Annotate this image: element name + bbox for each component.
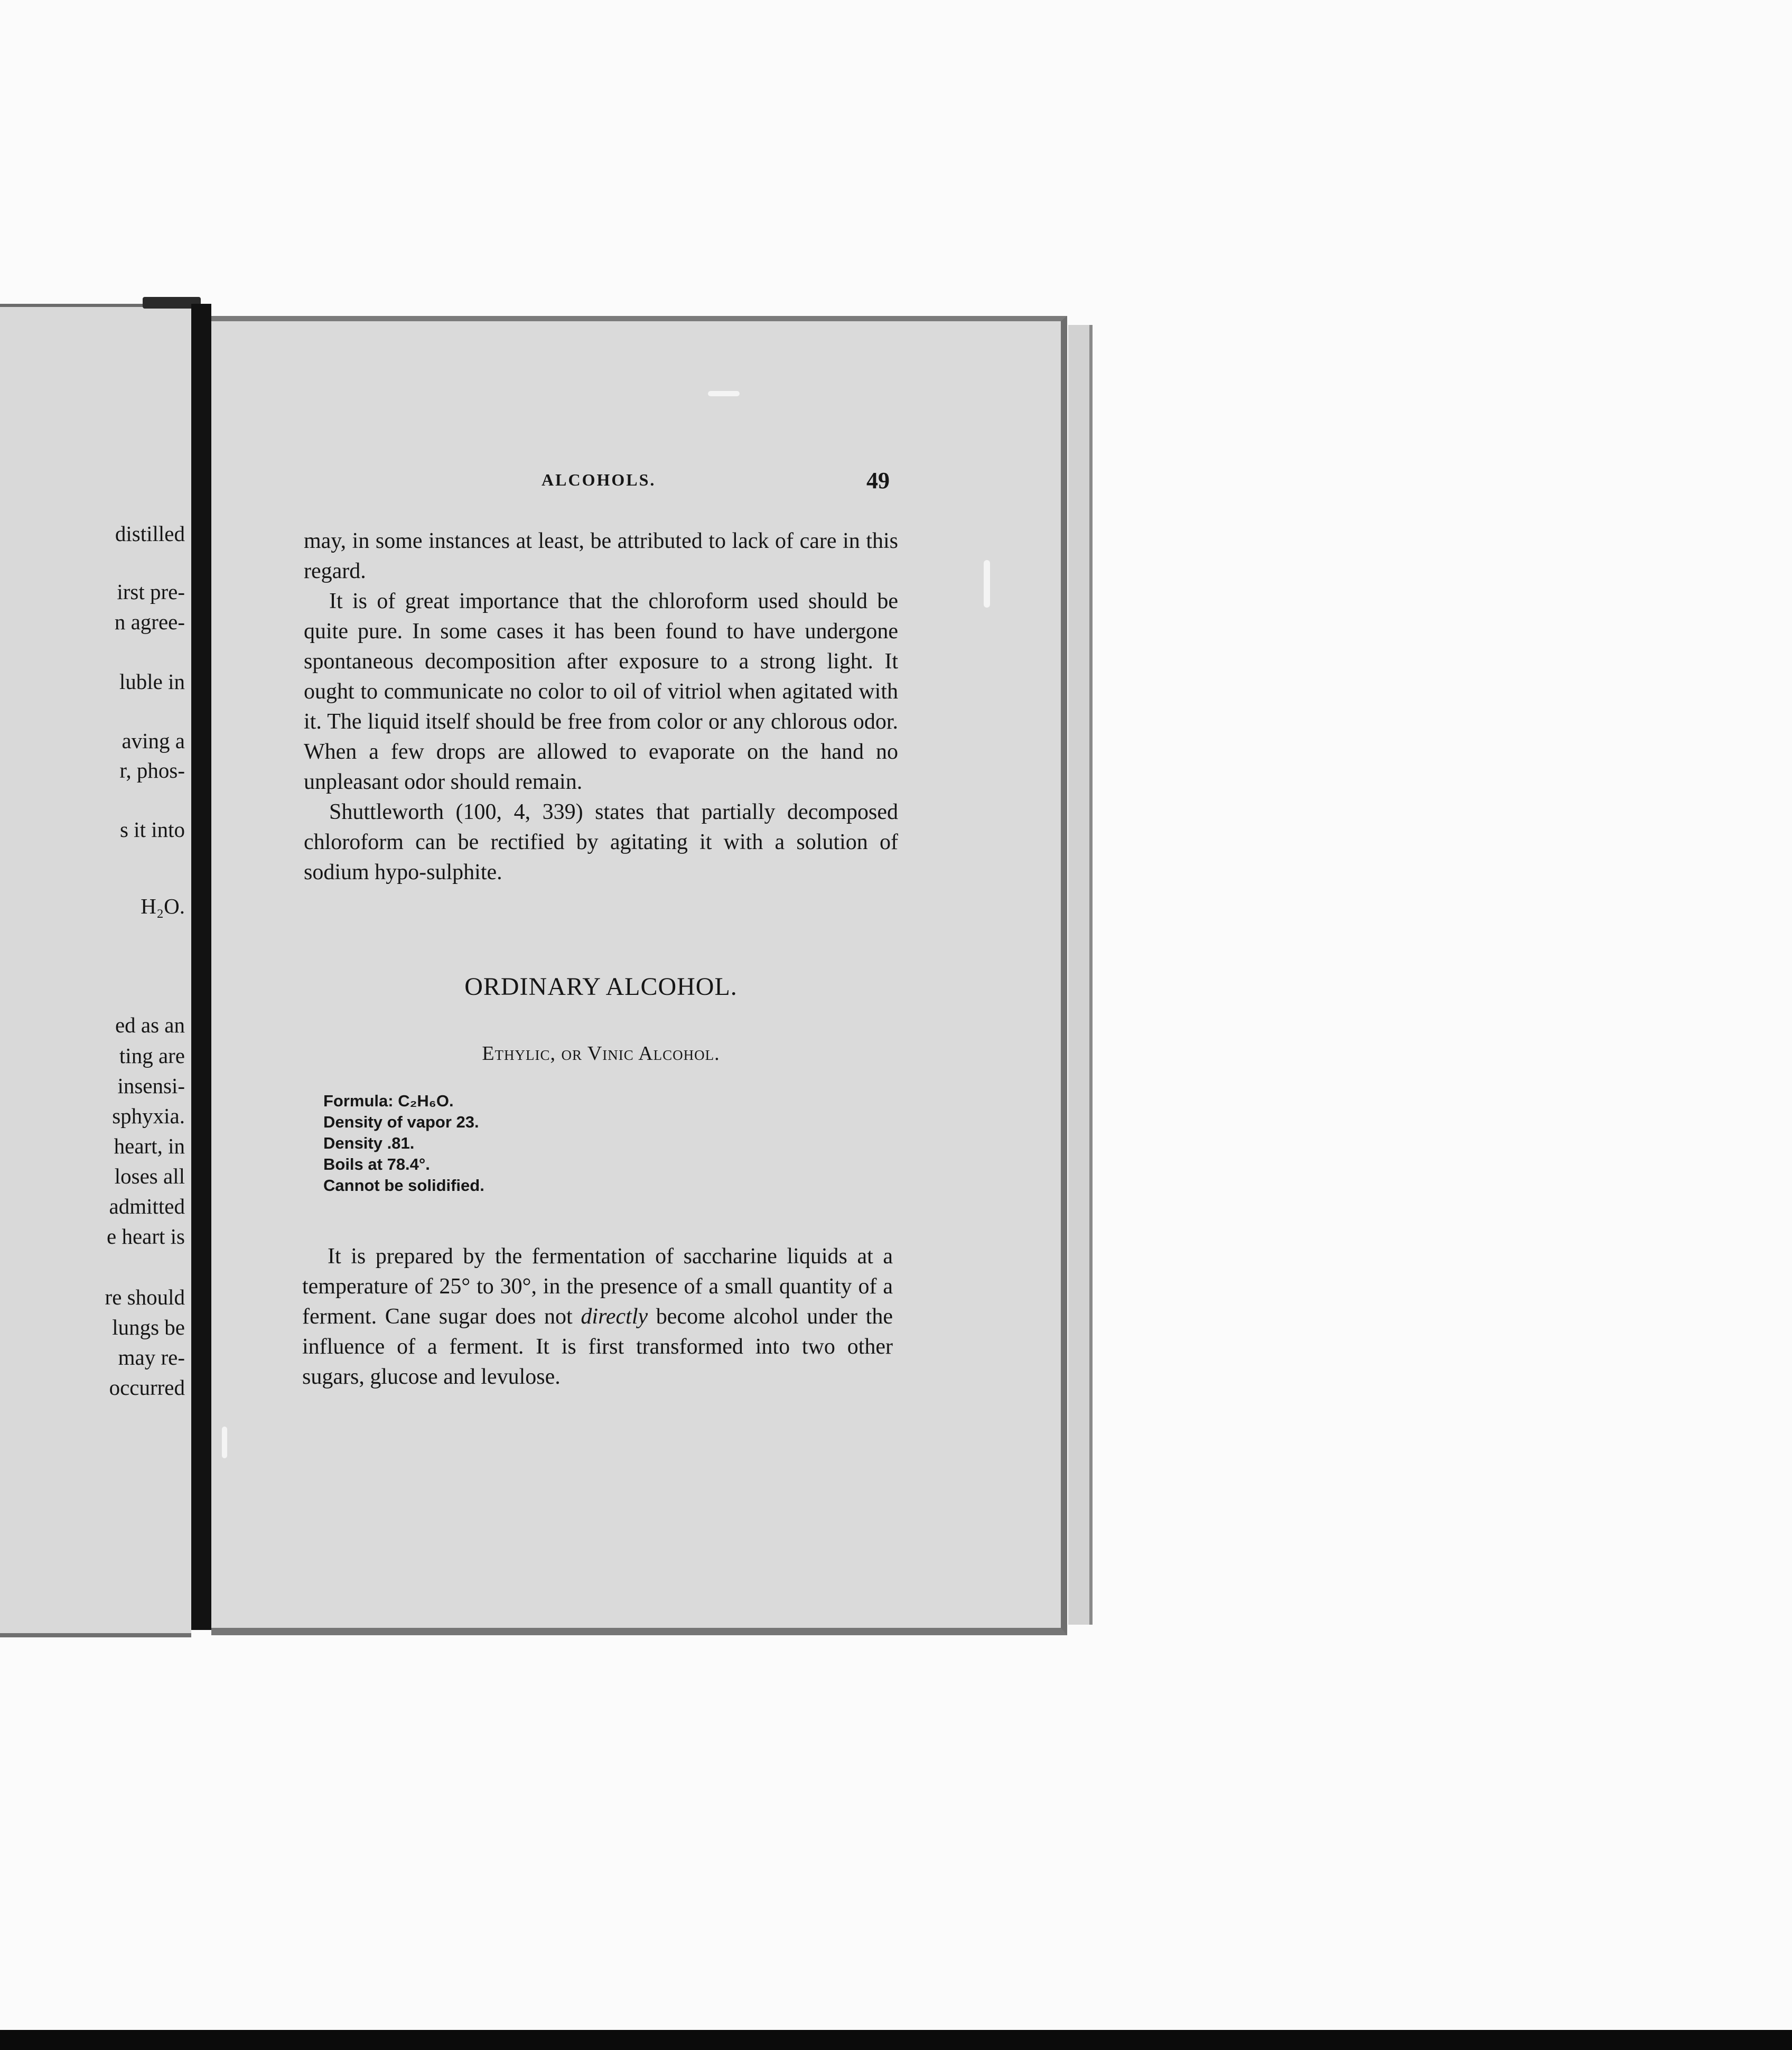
emphasized-word: directly — [581, 1304, 648, 1329]
property-line: Formula: C₂H₆O. — [323, 1092, 454, 1110]
film-scratch — [222, 1427, 227, 1458]
left-line-fragment: ed as an — [115, 1013, 185, 1037]
paragraph: It is of great importance that the chloroform used should be quite pure. In some cases it has been found to have undergone spontaneous decomposition after exposure to a strong light. It ought to communicate no color to oil of vitriol when agitated with it. The liquid itself should be free from color or any chlorous odor. When a few drops are allowed to evaporate on the hand no unpleasant odor should remain. — [304, 589, 898, 794]
left-line-fragment: heart, in — [114, 1134, 185, 1158]
left-line-fragment: sphyxia. — [112, 1104, 185, 1128]
page-stack-edge — [1068, 325, 1093, 1625]
property-line: Cannot be solidified. — [323, 1176, 484, 1195]
left-line-fragment: lungs be — [112, 1315, 185, 1339]
left-line-fragment: insensi- — [117, 1074, 185, 1098]
property-line: Density of vapor 23. — [323, 1113, 479, 1131]
film-scratch — [984, 560, 990, 608]
left-line-fragment: ting are — [119, 1043, 185, 1068]
left-line-fragment: re should — [105, 1285, 185, 1309]
left-line-fragment: occurred — [109, 1375, 185, 1400]
page-number: 49 — [866, 468, 890, 493]
running-head: ALCOHOLS. — [542, 470, 656, 489]
left-line-fragment: aving a — [122, 729, 185, 753]
left-line-fragment: H₂O. — [141, 894, 185, 918]
book-gutter — [191, 304, 211, 1630]
paragraph-text: become alcohol under the influence of a ferment. It is first transformed into two other sugars, glucose and levulose. — [302, 1304, 893, 1389]
left-line-fragment: n agree- — [114, 610, 185, 634]
paragraph: may, in some instances at least, be attributed to lack of care in this regard. — [304, 529, 898, 583]
body-text-bottom — [302, 1242, 893, 1392]
left-line-fragment: may re- — [118, 1345, 185, 1369]
left-line-fragment: distilled — [115, 521, 185, 546]
properties-list — [323, 1091, 693, 1196]
paragraph — [302, 1242, 893, 1392]
left-line-fragment: admitted — [109, 1194, 185, 1218]
left-line-fragment: r, phos- — [119, 758, 185, 782]
previous-page-fragment — [0, 304, 191, 1637]
section-subtitle: Ethylic, or Vinic Alcohol. — [482, 1042, 720, 1065]
property-line: Density .81. — [323, 1134, 415, 1152]
section-title: ORDINARY ALCOHOL. — [464, 973, 738, 1001]
left-line-fragment: s it into — [119, 817, 185, 842]
film-border — [0, 2030, 1792, 2050]
left-line-fragment: loses all — [114, 1164, 185, 1188]
left-line-fragment: e heart is — [107, 1224, 185, 1248]
body-text-top — [304, 526, 898, 888]
paragraph: Shuttleworth (100, 4, 339) states that partially decomposed chloroform can be rectified by agitating it with a solution of sodium hypo-sulphite. — [304, 800, 898, 884]
paragraph-text: It is prepared by the fermentation of saccharine liquids at a temperature of 25° to 30°, in the presence of a small quantity of a ferment. Cane sugar does not — [302, 1244, 893, 1329]
film-scratch — [708, 391, 740, 396]
left-line-fragment: irst pre- — [117, 580, 185, 604]
property-line: Boils at 78.4°. — [323, 1155, 430, 1173]
left-line-fragment: luble in — [119, 669, 185, 694]
